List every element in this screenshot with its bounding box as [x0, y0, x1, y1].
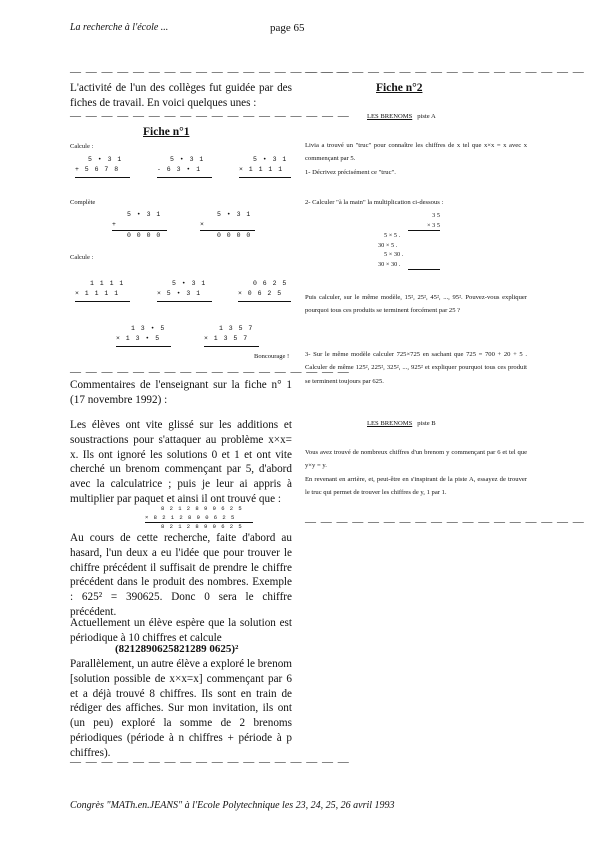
- piste-a-question-3: [305, 348, 527, 388]
- calcule-label-2: Calcule :: [70, 254, 94, 261]
- dash-separator: — — — — — — — — — — — — — — — — — —: [70, 66, 350, 78]
- piste-a-paragraph-4: [305, 291, 527, 318]
- dash-separator: — — — — — — — — — — — — — — — — — —: [305, 66, 585, 78]
- para3-text: Actuellement un élève espère que la solution est périodique à 10 chiffres et calcule: [70, 617, 292, 644]
- op4-result: 0 0 0 0: [127, 232, 162, 239]
- dash-separator: — — — — — — — — — — — — — — — — — —: [70, 366, 350, 378]
- mul-line: 5 × 5 .: [384, 232, 401, 239]
- op8-top: 0 6 2 5: [253, 280, 288, 287]
- op3-rule: [239, 177, 291, 178]
- comment-title-text: Commentaires de l'enseignant sur la fiche n° 1 (17 novembre 1992) :: [70, 379, 292, 406]
- dash-separator: — — — — — — — — — — — — — — — — — —: [70, 110, 350, 122]
- op5-sign: ×: [200, 221, 205, 228]
- op6-top: 1 1 1 1: [90, 280, 125, 287]
- piste-b-text: [305, 446, 527, 499]
- pA5: 3- Sur le même modèle calculer 725×725 en sachant que 725 = 700 + 20 + 5 . Calculer de même 125², 225², 325², ..., 925² et expliquer pourquoi tous ces produit se terminent toujours par 625.: [305, 351, 527, 385]
- op1-rule: [75, 177, 130, 178]
- op2-top: 5 • 3 1: [170, 156, 205, 163]
- comment-title: [70, 378, 292, 408]
- op6-rule: [75, 301, 130, 302]
- op7-bottom: × 5 • 3 1: [157, 290, 202, 297]
- op6-bottom: × 1 1 1 1: [75, 290, 120, 297]
- comment-paragraph-4: [70, 657, 292, 761]
- piste-b-suffix: piste B: [417, 420, 436, 427]
- big-mult-top: 8 2 1 2 8 9 0 6 2 5: [161, 505, 243, 512]
- piste-b-heading: [367, 420, 436, 427]
- op1-bottom: + 5 6 7 8: [75, 166, 120, 173]
- op9-top: 1 3 • 5: [131, 325, 166, 332]
- pA4: Puis calculer, sur le même modèle, 15², 25², 45², ..., 95². Pouvez-vous expliquer pourquoi tous ces produits se terminent forcément par 25 ?: [305, 294, 527, 315]
- op4-rule: [112, 230, 167, 231]
- periodic-formula: (8212890625821289 0625)²: [115, 643, 239, 655]
- piste-a-label: LES BRENOMS: [367, 113, 413, 120]
- mul-line: 30 × 5 .: [378, 241, 398, 249]
- fiche2-title: Fiche n°2: [376, 82, 423, 94]
- mul-line: 5 × 30 .: [384, 251, 404, 258]
- pB2: En revenant en arrière, et, peut-être en s'inspirant de la piste A, essayez de trouver le truc qui permet de trouver les chiffres de y, 1 par 1.: [305, 475, 527, 496]
- pA3: 2- Calculer "à la main" la multiplication ci-dessous :: [305, 199, 444, 206]
- comment-paragraph-3: [70, 616, 292, 646]
- calcule-label-1: Calcule :: [70, 143, 94, 150]
- op8-rule: [238, 301, 291, 302]
- op3-top: 5 • 3 1: [253, 156, 288, 163]
- comment-paragraph-2: [70, 531, 292, 620]
- op10-bottom: × 1 3 5 7: [204, 335, 249, 342]
- big-mult-bottom: × 8 2 1 2 8 9 0 6 2 5: [145, 514, 236, 521]
- op3-bottom: × 1 1 1 1: [239, 166, 284, 173]
- op7-top: 5 • 3 1: [172, 280, 207, 287]
- mul-rule: [408, 269, 440, 270]
- page-number: page 65: [270, 22, 305, 34]
- intro-paragraph: [70, 81, 292, 111]
- pB1: Vous avez trouvé de nombreux chiffres d'un brenom y commençant par 6 et tel que y×y = y.: [305, 449, 527, 470]
- op4-top: 5 • 3 1: [127, 211, 162, 218]
- intro-text: L'activité de l'un des collèges fut guidée par des fiches de travail. En voici quelques unes :: [70, 82, 292, 109]
- op5-result: 0 0 0 0: [217, 232, 252, 239]
- op10-rule: [204, 346, 259, 347]
- para4-text: Parallèlement, un autre élève a exploré le brenom [solution possible de x×x=x] commençant par 6 et a déjà trouvé 8 chiffres. Ils sont en train de rédiger des affiches. Sur mon invitation, ils ont (un peu) exploré la somme de 2 brenoms périodiques (période à n chiffres + période à p chiffres).: [70, 658, 292, 759]
- para1-text: Les élèves ont vite glissé sur les additions et soustractions pour s'attaquer au problème x×x= x. Ils ont ignoré les solutions 0 et 1 et ont vite cherché un brenom commençant par 5, d'abord avec la calculatrice ; puis je leur ai appris à multiplier par paquet et ainsi il ont trouvé que :: [70, 419, 292, 505]
- op9-rule: [116, 346, 171, 347]
- dash-separator: — — — — — — — — — — — — — — — — — —: [305, 516, 585, 528]
- pA1: Livia a trouvé un "truc" pour connaître les chiffres de x tel que x×x = x avec x commençant par 5.: [305, 142, 527, 163]
- bon-courage: Boncourage !: [254, 353, 290, 360]
- running-header: La recherche à l'école ...: [70, 22, 169, 33]
- fiche1-title: Fiche n°1: [143, 126, 190, 138]
- mul-line: 3 5: [432, 212, 440, 219]
- op1-top: 5 • 3 1: [88, 156, 123, 163]
- pA2: 1- Décrivez précisément ce "truc".: [305, 168, 396, 176]
- big-mult-result: 8 2 1 2 8 9 0 6 2 5: [161, 523, 243, 530]
- hand-multiplication: [378, 211, 440, 270]
- piste-a-text: [305, 139, 527, 179]
- op4-sign: +: [112, 221, 117, 228]
- op2-rule: [157, 177, 212, 178]
- mul-line: × 3 5: [427, 221, 440, 229]
- op5-rule: [200, 230, 255, 231]
- footer: Congrès "MATh.en.JEANS" à l'Ecole Polytechnique les 23, 24, 25, 26 avril 1993: [70, 800, 395, 811]
- piste-b-label: LES BRENOMS: [367, 420, 413, 427]
- mul-line: 30 × 30 .: [378, 260, 401, 268]
- dash-separator: — — — — — — — — — — — — — — — — — —: [70, 756, 350, 768]
- complete-label: Complète: [70, 199, 96, 206]
- piste-a-question-2: [305, 196, 527, 209]
- op10-top: 1 3 5 7: [219, 325, 254, 332]
- op5-top: 5 • 3 1: [217, 211, 252, 218]
- op8-bottom: × 0 6 2 5: [238, 290, 283, 297]
- op9-bottom: × 1 3 • 5: [116, 335, 161, 342]
- op7-rule: [157, 301, 212, 302]
- op2-bottom: - 6 3 • 1: [157, 166, 202, 173]
- piste-a-heading: [367, 113, 436, 120]
- piste-a-suffix: piste A: [417, 113, 436, 120]
- comment-paragraph-1: [70, 418, 292, 507]
- para2-text: Au cours de cette recherche, faite d'abord au hasard, l'un deux a eu l'idée que pour trouver le chiffre précédent il suffisait de prendre le chiffre précédent dans le produit des nombres. Exemple : 625² = 390625. Donc 0 sera le chiffre précédent.: [70, 532, 292, 618]
